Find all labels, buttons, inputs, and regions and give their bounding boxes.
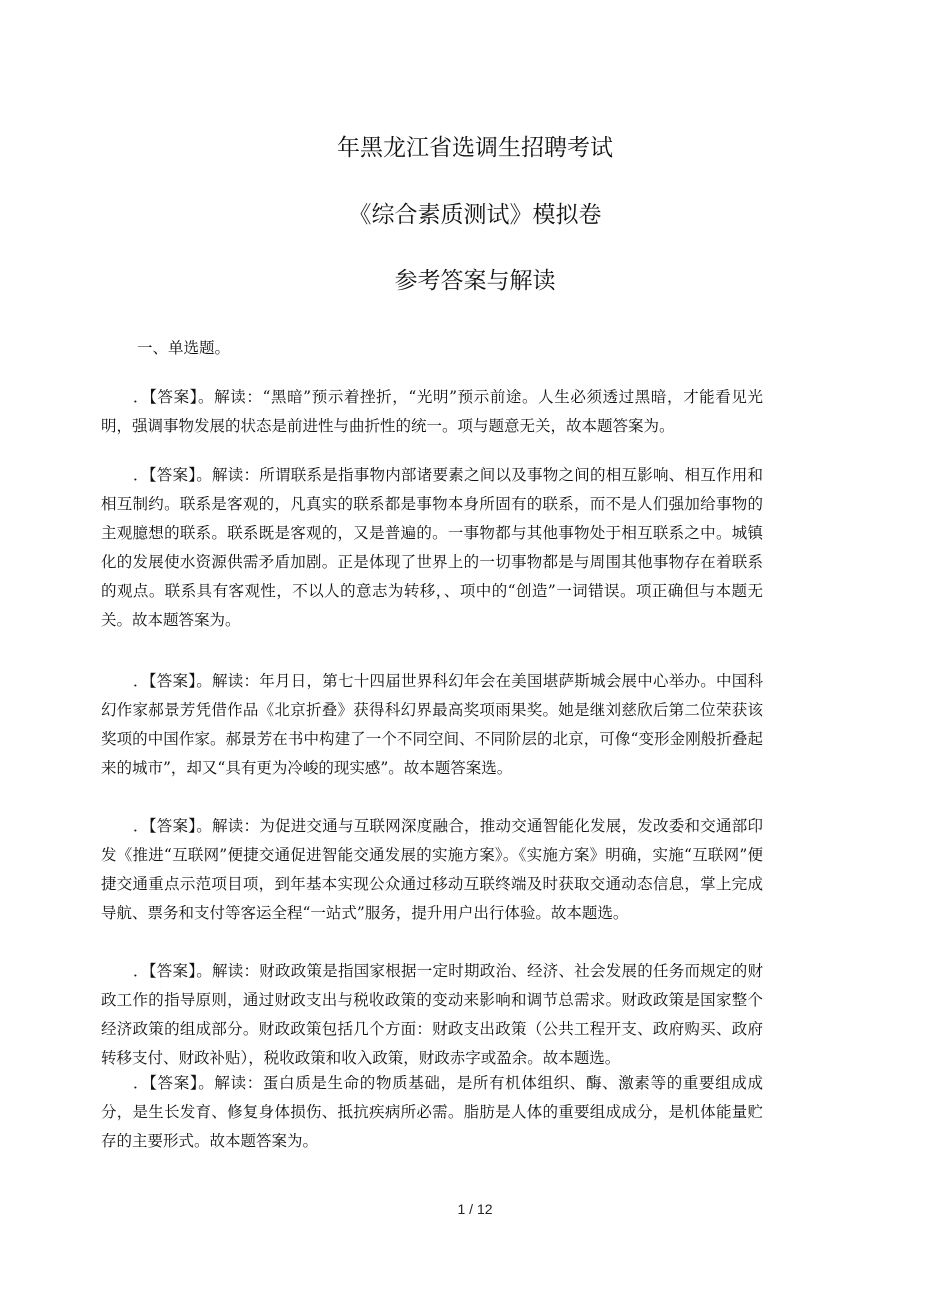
page-number: 1 / 12 [457,1201,493,1217]
document-subtitle: 《综合素质测试》模拟卷 [348,202,602,228]
answer-paragraph-3: ．【答案】。解读：年月日，第七十四届世界科幻年会在美国堪萨斯城会展中心举办。中国科幻作家郝景芳凭借作品《北京折叠》获得科幻界最高奖项雨果奖。她是继刘慈欣后第二位荣获该奖项的中国作家。郝景芳在书中构建了一个不同空间、不同阶层的北京，可像“变形金刚般折叠起来的城市”，却又“具有更为冷峻的现实感”。故本题答案选。 [101,672,763,777]
answer-paragraph-4: ．【答案】。解读：为促进交通与互联网深度融合，推动交通智能化发展，发改委和交通部印发《推进“互联网”便捷交通促进智能交通发展的实施方案》。《实施方案》明确，实施“互联网”便捷交通重点示范项目项，到年基本实现公众通过移动互联终端及时获取交通动态信息，掌上完成导航、票务和支付等客运全程“一站式”服务，提升用户出行体验。故本题选。 [101,817,763,922]
answer-paragraph-1: ．【答案】。解读：“黑暗”预示着挫折，“光明”预示前途。人生必须透过黑暗，才能看见光明，强调事物发展的状态是前进性与曲折性的统一。项与题意无关，故本题答案为。 [101,388,763,435]
section-heading: 一、单选题。 [137,339,231,357]
answer-paragraph-6: ．【答案】。解读：蛋白质是生命的物质基础，是所有机体组织、酶、激素等的重要组成成分，是生长发育、修复身体损伤、抵抗疾病所必需。脂肪是人体的重要组成成分，是机体能量贮存的主要形式。故本题答案为。 [101,1074,763,1150]
document-title: 年黑龙江省选调生招聘考试 [337,135,613,161]
answer-paragraph-2: ．【答案】。解读：所谓联系是指事物内部诸要素之间以及事物之间的相互影响、相互作用和相互制约。联系是客观的，凡真实的联系都是事物本身所固有的联系，而不是人们强加给事物的主观臆想的联系。联系既是客观的，又是普遍的。一事物都与其他事物处于相互联系之中。城镇化的发展使水资源供需矛盾加剧。正是体现了世界上的一切事物都是与周围其他事物存在着联系的观点。联系具有客观性，不以人的意志为转移，、项中的“创造”一词错误。项正确但与本题无关。故本题答案为。 [101,466,763,629]
answer-paragraph-5: ．【答案】。解读：财政政策是指国家根据一定时期政治、经济、社会发展的任务而规定的财政工作的指导原则，通过财政支出与税收政策的变动来影响和调节总需求。财政政策是国家整个经济政策的组成部分。财政政策包括几个方面：财政支出政策（公共工程开支、政府购买、政府转移支付、财政补贴），税收政策和收入政策，财政赤字或盈余。故本题选。 [101,962,763,1067]
document-subheading: 参考答案与解读 [394,268,556,294]
